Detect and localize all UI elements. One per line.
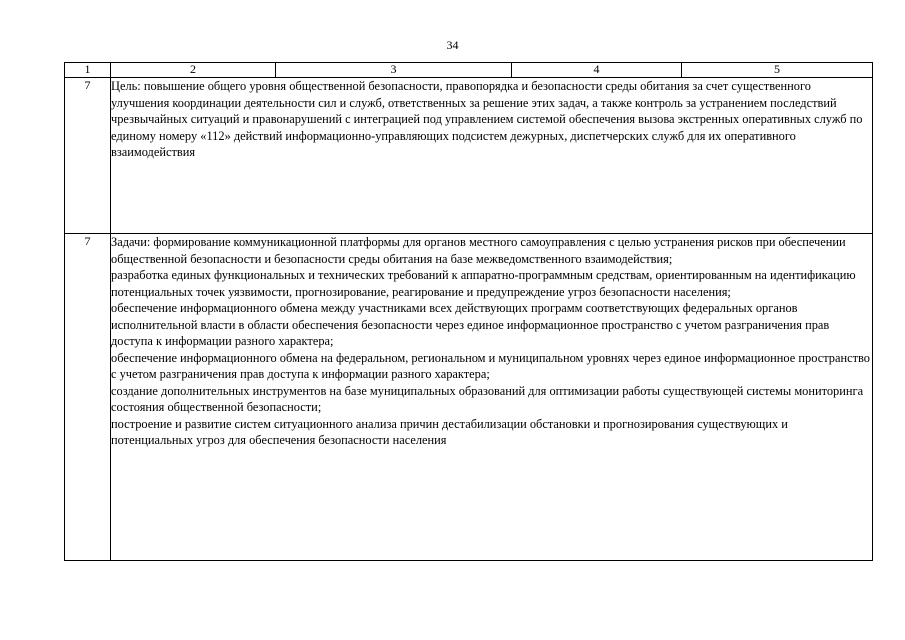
document-table (64, 62, 873, 561)
task-paragraph: обеспечение информационного обмена на федеральном, региональном и муниципальном уровнях через единое информационное пространство с учетом разграничения прав доступа к информации разного характера; (111, 350, 870, 381)
goal-text: Цель: повышение общего уровня общественной безопасности, правопорядка и безопасности среды обитания за счет существенного улучшения координации деятельности сил и служб, ответственных за решение этих задач, а также контроль за устранением последствий чрезвычайных ситуаций и правонарушений с интеграцией под управлением системой обеспечения вызова экстренных оперативных служб по единому номеру «112» действий информационно-управляющих подсистем дежурных, диспетчерских служб для их оперативного взаимодействия (111, 78, 873, 234)
task-paragraph: обеспечение информационного обмена между участниками всех действующих программ соответствующих федеральных органов исполнительной власти в области обеспечения безопасности через единое информационное пространство с учетом разграничения прав доступа к информации разного характера; (111, 301, 830, 348)
task-paragraph: Задачи: формирование коммуникационной платформы для органов местного самоуправления с целью устранения рисков при обеспечении общественной безопасности и безопасности среды обитания на базе межведомственного взаимодействия; (111, 235, 846, 266)
header-cell-1: 1 (65, 63, 111, 78)
task-paragraph: создание дополнительных инструментов на базе муниципальных образований для оптимизации работы существующей системы мониторинга состояния общественной безопасности; (111, 383, 864, 414)
header-cell-3: 3 (276, 63, 512, 78)
row-number: 7 (65, 78, 111, 234)
header-cell-2: 2 (111, 63, 276, 78)
table-row-goal (65, 78, 873, 234)
task-paragraph: разработка единых функциональных и технических требований к аппаратно-программным средствам, ориентированным на идентификацию потенциальных точек уязвимости, прогнозирование, реагирование и предупреждение угроз безопасности населения; (111, 268, 856, 299)
page-number: 34 (446, 38, 459, 52)
task-paragraph: построение и развитие систем ситуационного анализа причин дестабилизации обстановки и прогнозирования существующих и потенциальных угроз для обеспечения безопасности населения (111, 416, 788, 447)
row-number: 7 (65, 234, 111, 561)
tasks-text (111, 234, 873, 561)
header-cell-5: 5 (682, 63, 873, 78)
table-row-tasks (65, 234, 873, 561)
header-cell-4: 4 (512, 63, 682, 78)
table-header-row (65, 63, 873, 78)
